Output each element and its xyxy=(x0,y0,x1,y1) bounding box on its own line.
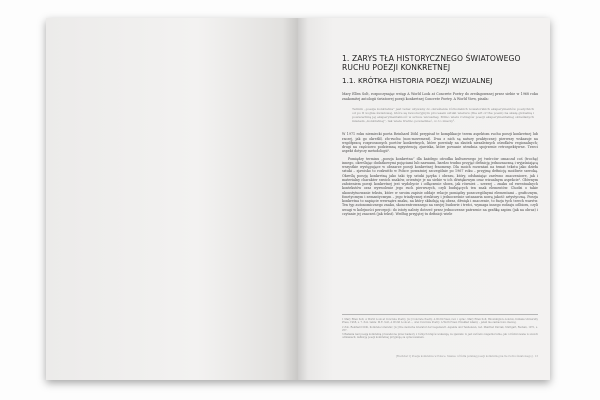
body-paragraph-2: Pomiędzy terminu „poezja konkretna” dla każdego ośrodka kulturowego jej twórców oznaczał coś (trochę) innego, określając dodatkowymi pojęciami lub nazwami, bardzo trudno przyjąć definicję jednoznaczną i wyjaśniającą wszystkie występujące w obszarze poezji konkretnej fenomeny. Dla moich rozważań na temat tekstu jako dzieła sztuki – zjawisko to rozkwitło w Polsce poważniej szczególnie po 1967 roku – przyjmę definicję możliwie szeroką. Określę poezję konkretną jako taki typ sztuki języka i obrazu, który, odsłaniając zarówno znaczeniowe, jak i materialny charakter swoich znaków, orientuje je na siebie w ich dźwiękowym oraz wizualnym aspekcie³. Głównym założeniem poezji konkretnej jest wydobycie i odłączenie słowa, jak również – szerzej – znaku od ewentualnych kontekstów oraz wyzwolenie jego ruch pierwszych, czyli budujących ten znak elementów. Chodzi o takie ukonstytuowanie tekstu, które w swoim zapisie oddaje relacje pomiędzy poszczególnymi elementami – graficznym, fonetycznym i semantycznym – jego triadycznej struktury i jednocześnie ustanawia nową jakość artystyczną. Poezja konkretna to napięcie wewnątrz znaku, na który składają się obraz, dźwięk i znaczenie, to fuzja tych trzech warstw. Ten typ autonomicznego znaku, skoncentrowanego na swojej budowie i treści, wymaga innego rodzaju odbioru, czyli uwagi w kolejności percepcji: do istoty należy dotrzeć przez jednoczesne patrzenie na grafikę zapisu (jak na obraz) i czytanie jej znaczeń (jak tekst). Według przyjętej tu definicji wiele xyxy=(342,156,538,216)
intro-paragraph: Mary Ellen Solt, rozpoczynając wstęp A World Look at Concrete Poetry do zredagowanej przez siebie w 1968 roku znakomitej antologii światowej poezji konkretnej Concrete Poetry. A World View, pisała: xyxy=(342,92,538,101)
chapter-title: 1. ZARYS TŁA HISTORYCZNEGO ŚWIATOWEGO RUCHU POEZJI KONKRETNEJ xyxy=(342,54,521,73)
footnotes xyxy=(342,314,538,341)
footnote-2: 2 Zob. Reinhard Döhl, Konkrete Literatur, [w:] Die deutsche Literatur der Gegenwart. Aspekte und Tendenzen, red. Manfred Durzak, Stuttgart, Reclam, 1971, s. 257. xyxy=(342,325,538,332)
left-page-blank xyxy=(46,18,298,380)
section-title: 1.1. KRÓTKA HISTORIA POEZJI WIZUALNEJ xyxy=(342,76,493,86)
page-content xyxy=(342,54,538,219)
footnote-1: 1 Mary Ellen Solt, A World Look at Concrete Poetry, [w:] Concrete Poetry. A World View, red. i oprac. Mary Ellen Solt, Bloomington–London, Indiana University Press, 1968, s. 7. Zob. także: M.E. Solt, A World Look at…, oraz Concrete Poetry. A World View. Przekład własny – jeżeli nie zaznaczono inaczej. xyxy=(342,318,538,325)
footnote-3: 3 Badania nad poezją konkretną prowadzone przez badaczy z różnych krajów wskazują, że zjawisko to jest zarówno niejednorodne, jak i zróżnicowane w swoich odmianach; definicję poezji konkretnej przyjmuję za opracowaniem. xyxy=(342,333,538,340)
right-page xyxy=(298,18,550,380)
body-paragraph-1: W 1971 roku niemiecki poeta Reinhard Döhl przypisał te komplikacje trzem aspektom ruchu poezji konkretnej lub raczej, jak go określił, zło-ruchu (non-movement). Dwa z nich są natury praktycznej: pierwszy wskazuje na współpracę rozproszonych poetów konkretnych, które powstały na skutek niezależnych ośrodków regionalnych; drugi na częściowo podziemną egzystencję zjawiska, które powanie utrudnia spojrzenie retrospektywne. Trzeci aspekt dotyczy metodologii². xyxy=(342,132,538,154)
open-book xyxy=(46,18,550,380)
block-quote: Termin „poezja konkretna” jest teraz używany do określenia różnorakich nowatorskich eksperymentów poetyckich od po II wojnie światowej, które są rewolucyjnym procesem sztuki wierszu (the art of the poem) na skalę globalną i powszechną jej eksperymentalność w sztuce wizualnej. Mimo wielu rodzajów poezji eksperymentalnej określanych mianem „konkretnej”, tak wiele trudno powiedzieć, co to znaczy¹. xyxy=(352,106,534,124)
running-footer: [Rozdział 1] Poezja konkretna w Polsce. Szanse i źródła polskiej poezji konkretnej na tle ruchu światowego] · 13 xyxy=(395,355,538,358)
